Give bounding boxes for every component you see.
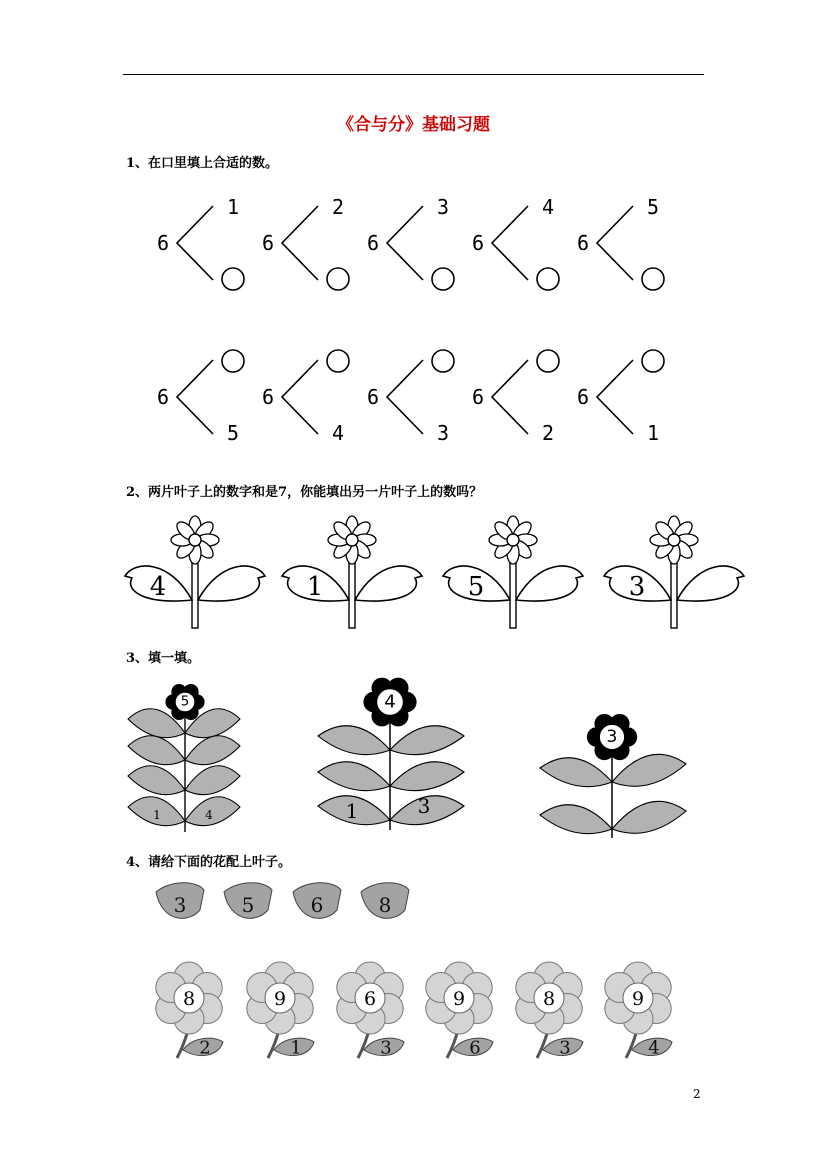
- answer-circle: [432, 350, 454, 372]
- bond-branches: [282, 360, 318, 434]
- leaf-number: 1: [153, 808, 161, 822]
- leaf-right: [198, 566, 265, 601]
- bond-branches: [177, 206, 213, 280]
- answer-circle: [327, 350, 349, 372]
- leaf-right: [677, 566, 744, 601]
- match-flower: [605, 962, 672, 1059]
- bond-part-top: 1: [226, 195, 240, 219]
- flower-number: 5: [180, 694, 190, 710]
- leaf: [185, 736, 240, 765]
- bond-whole: 6: [471, 385, 485, 409]
- leaf-number: 3: [173, 893, 187, 917]
- match-flower: [247, 962, 314, 1059]
- match-leaf: [224, 883, 272, 919]
- flower-number: 8: [542, 988, 556, 1010]
- bond-branches: [387, 206, 423, 280]
- flower-stem: [671, 555, 677, 628]
- leaf-stack-flower: [318, 678, 464, 830]
- leaf-number: 6: [469, 1037, 481, 1059]
- flower-stem: [349, 555, 355, 628]
- flower-center: [507, 534, 519, 546]
- bond-part-top: 2: [331, 195, 345, 219]
- match-flower: [337, 962, 404, 1059]
- number-bond: [262, 350, 349, 445]
- leaf-number: 1: [345, 799, 359, 823]
- leaf-number: 5: [467, 572, 485, 602]
- match-flower: [156, 962, 223, 1059]
- number-bond: [472, 195, 559, 290]
- question-4-label: 4、请给下面的花配上叶子。: [126, 855, 292, 870]
- leaf-flower: [125, 516, 265, 628]
- leaf: [390, 726, 464, 755]
- leaf-number: 4: [205, 808, 213, 822]
- answer-circle: [642, 350, 664, 372]
- leaf: [318, 762, 390, 791]
- leaf-number: 4: [149, 572, 167, 602]
- leaf-flower: [443, 516, 583, 628]
- page-title: 《合与分》基础习题: [337, 115, 490, 135]
- leaf-number: 2: [199, 1037, 211, 1059]
- leaf-number: 3: [559, 1037, 571, 1059]
- number-bond: [157, 350, 244, 445]
- answer-circle: [642, 268, 664, 290]
- flower-number: 8: [182, 988, 196, 1010]
- leaf-right: [516, 566, 583, 601]
- bond-whole: 6: [471, 231, 485, 255]
- bond-branches: [282, 206, 318, 280]
- leaf: [540, 758, 612, 787]
- leaf-number: 1: [306, 572, 324, 602]
- bond-branches: [492, 360, 528, 434]
- flower-stem: [510, 555, 516, 628]
- leaf-stack-flower: [540, 714, 686, 838]
- bond-whole: 6: [366, 385, 380, 409]
- leaf-number: 5: [241, 893, 255, 917]
- flower-number: 9: [452, 988, 466, 1010]
- leaf: [128, 766, 185, 795]
- bond-whole: 6: [156, 231, 170, 255]
- flower-number: 6: [363, 988, 377, 1010]
- leaf: [540, 805, 612, 834]
- number-bond: [577, 195, 664, 290]
- answer-circle: [327, 268, 349, 290]
- number-bond: [577, 350, 664, 445]
- match-flower: [516, 962, 583, 1059]
- answer-circle: [222, 268, 244, 290]
- match-leaf: [361, 883, 409, 919]
- bond-whole: 6: [156, 385, 170, 409]
- leaf-number: 6: [310, 893, 324, 917]
- answer-circle: [432, 268, 454, 290]
- bond-part-top: 5: [646, 195, 660, 219]
- bond-branches: [597, 360, 633, 434]
- leaf: [390, 762, 464, 791]
- bond-part-bottom: 1: [646, 421, 660, 445]
- number-bond: [367, 350, 454, 445]
- bond-part-bottom: 5: [226, 421, 240, 445]
- leaf-stack-flower: [128, 684, 240, 832]
- answer-circle: [537, 268, 559, 290]
- leaf-right: [355, 566, 422, 601]
- question-2-label: 2、两片叶子上的数字和是7，你能填出另一片叶子上的数吗？: [126, 485, 483, 500]
- bond-whole: 6: [576, 231, 590, 255]
- flower-number: 9: [273, 988, 287, 1010]
- bond-whole: 6: [261, 385, 275, 409]
- bond-whole: 6: [261, 231, 275, 255]
- leaf-number: 8: [378, 893, 392, 917]
- leaf-number: 4: [648, 1037, 660, 1059]
- answer-circle: [537, 350, 559, 372]
- bond-whole: 6: [366, 231, 380, 255]
- leaf-number: 3: [628, 572, 646, 602]
- bond-part-bottom: 3: [436, 421, 450, 445]
- flower-stem: [192, 555, 198, 628]
- leaf: [185, 766, 240, 795]
- leaf: [612, 801, 686, 833]
- number-bond: [472, 350, 559, 445]
- match-leaf: [156, 883, 204, 919]
- answer-circle: [222, 350, 244, 372]
- flower-number: 3: [606, 727, 618, 747]
- number-bond: [157, 195, 244, 290]
- leaf-flower: [604, 516, 744, 628]
- question-1-label: 1、在口里填上合适的数。: [126, 156, 279, 171]
- number-bond: [367, 195, 454, 290]
- bond-part-bottom: 2: [541, 421, 555, 445]
- flower-center: [668, 534, 680, 546]
- bond-branches: [597, 206, 633, 280]
- bond-part-bottom: 4: [331, 421, 345, 445]
- page-number: 2: [693, 1087, 701, 1101]
- question-3-label: 3、填一填。: [126, 651, 201, 666]
- flower-number: 4: [384, 691, 396, 713]
- flower-number: 9: [631, 988, 645, 1010]
- leaf-number: 3: [417, 794, 431, 818]
- bond-branches: [387, 360, 423, 434]
- match-flower: [426, 962, 493, 1059]
- bond-branches: [177, 360, 213, 434]
- leaf-flower: [282, 516, 422, 628]
- flower-center: [346, 534, 358, 546]
- bond-branches: [492, 206, 528, 280]
- bond-whole: 6: [576, 385, 590, 409]
- flower-center: [189, 534, 201, 546]
- bond-part-top: 3: [436, 195, 450, 219]
- match-leaf: [293, 883, 341, 919]
- bond-part-top: 4: [541, 195, 555, 219]
- leaf: [128, 736, 185, 765]
- leaf-number: 3: [380, 1037, 392, 1059]
- number-bond: [262, 195, 349, 290]
- leaf-number: 1: [290, 1037, 302, 1059]
- leaf: [318, 726, 390, 755]
